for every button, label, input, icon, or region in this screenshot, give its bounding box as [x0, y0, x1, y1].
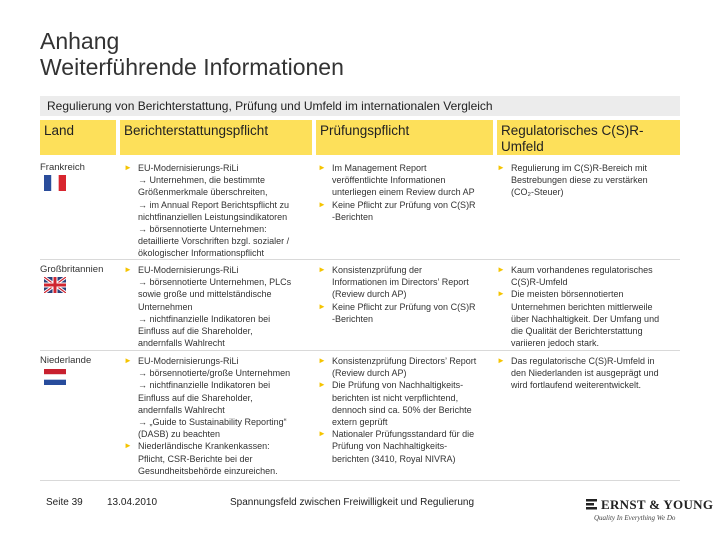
- bullet-arrow-icon: ►: [497, 265, 505, 274]
- bullet-text: Größenmerkmale überschreiten,: [138, 187, 268, 198]
- bullet-text: Einfluss auf die Shareholder,: [138, 326, 253, 337]
- header-berichterstattung: [120, 120, 312, 155]
- bullet-text: detaillierte Vorschriften bzgl. sozialer /: [138, 236, 290, 247]
- bullet-text: → im Annual Report Berichtspflicht zu: [138, 199, 290, 210]
- bullet-item: [497, 355, 679, 367]
- bullet-text: den Niederlanden ist ausgeprägt und: [511, 368, 659, 379]
- bullet-text: unterliegen einem Review durch AP: [332, 187, 475, 198]
- bullet-continuation: [497, 276, 679, 288]
- cell-reporting: [124, 162, 314, 260]
- bullet-arrow-icon: ►: [318, 301, 326, 311]
- bullet-text: → nichtfinanzielle Indikatoren bei: [138, 313, 271, 324]
- bullet-item: [318, 301, 494, 313]
- section-heading-bar: [40, 96, 680, 116]
- row-country: Großbritannien: [40, 264, 104, 275]
- bullet-arrow-icon: ►: [318, 356, 326, 365]
- bullet-continuation: [497, 325, 679, 337]
- bullet-continuation: [124, 453, 314, 465]
- bullet-item: [318, 379, 494, 391]
- bullet-text: Kaum vorhandenes regulatorisches: [511, 265, 653, 275]
- bullet-continuation: [124, 379, 314, 391]
- bullet-continuation: [497, 337, 679, 349]
- uk-flag-icon: [44, 277, 66, 293]
- bullet-arrow-icon: ►: [318, 199, 326, 209]
- bullet-text: Konsistenzprüfung Directors’ Report: [332, 356, 477, 366]
- bullet-continuation: [318, 288, 494, 300]
- bullet-continuation: [497, 174, 679, 186]
- bullet-item: [124, 162, 314, 174]
- bullet-continuation: [318, 276, 494, 288]
- bullet-text: nichtfinanziellen Leistungsindikatoren: [138, 211, 288, 222]
- bullet-text: die Qualität der Berichterstattung: [511, 326, 643, 337]
- cell-audit: [318, 264, 494, 325]
- bullet-continuation: [124, 223, 314, 235]
- bullet-continuation: [124, 301, 314, 313]
- bullet-continuation: [497, 379, 679, 391]
- bullet-text: veröffentlichte Informationen: [332, 175, 446, 186]
- bullet-text: über Nachhaltigkeit. Der Umfang und: [511, 313, 660, 324]
- bullet-text: Konsistenzprüfung der: [332, 265, 423, 275]
- bullet-continuation: [124, 392, 314, 404]
- bullet-continuation: [124, 199, 314, 211]
- bullet-item: [124, 440, 314, 452]
- bullet-text: Bestrebungen diese zu verstärken: [511, 175, 648, 186]
- header-land-label: Land: [44, 123, 75, 138]
- bullet-text: Die Prüfung von Nachhaltigkeits-: [332, 380, 464, 391]
- bullet-text: Prüfung von Nachhaltigkeits-: [332, 441, 448, 452]
- bullet-text: variieren jedoch stark.: [511, 338, 600, 349]
- header-umfeld-label: Regulatorisches C(S)R-Umfeld: [501, 123, 644, 154]
- bullet-text: (DASB) zu beachten: [138, 429, 221, 440]
- bullet-continuation: [124, 211, 314, 223]
- bullet-text: C(S)R-Umfeld: [511, 277, 568, 288]
- bullet-text: EU-Modernisierungs-RiLi: [138, 265, 239, 275]
- bullet-text: (Review durch AP): [332, 289, 407, 300]
- netherlands-flag-icon: [44, 369, 66, 385]
- bullet-arrow-icon: ►: [497, 356, 505, 365]
- bullet-continuation: [318, 416, 494, 428]
- bullet-text: → börsennotierte Unternehmen, PLCs: [138, 277, 292, 288]
- row-divider: [40, 480, 680, 481]
- bullet-text: EU-Modernisierungs-RiLi: [138, 163, 239, 173]
- bullet-item: [318, 162, 494, 174]
- bullet-item: [124, 264, 314, 276]
- row-country: Niederlande: [40, 355, 92, 366]
- ey-logo-tagline: Quality In Everything We Do: [594, 514, 676, 522]
- bullet-item: [318, 199, 494, 211]
- bullet-item: [497, 288, 679, 300]
- bullet-text: extern geprüft: [332, 417, 388, 428]
- bullet-item: [318, 264, 494, 276]
- bullet-text: → börsennotierte/große Unternehmen: [138, 368, 291, 379]
- bullet-text: wird fortlaufend weiterentwickelt.: [511, 380, 642, 391]
- row-country: Frankreich: [40, 162, 85, 173]
- bullet-continuation: [497, 367, 679, 379]
- bullet-text: Pflicht, CSR-Berichte bei der: [138, 453, 253, 464]
- row-divider: [40, 259, 680, 260]
- bullet-arrow-icon: ►: [497, 289, 505, 299]
- france-flag-icon: [44, 175, 66, 191]
- bullet-continuation: [124, 276, 314, 288]
- cell-reporting: [124, 264, 314, 349]
- bullet-continuation: [124, 313, 314, 325]
- bullet-continuation: [497, 186, 679, 198]
- bullet-continuation: [318, 186, 494, 198]
- bullet-text: Nationaler Prüfungsstandard für die: [332, 429, 475, 440]
- bullet-continuation: [124, 174, 314, 186]
- bullet-continuation: [318, 440, 494, 452]
- bullet-item: [318, 355, 494, 367]
- header-umfeld: [497, 120, 680, 155]
- slide-subtitle: Weiterführende Informationen: [40, 54, 344, 80]
- bullet-continuation: [124, 288, 314, 300]
- bullet-item: [497, 162, 679, 174]
- bullet-continuation: [124, 235, 314, 247]
- bullet-continuation: [124, 247, 314, 259]
- bullet-text: (Review durch AP): [332, 368, 407, 379]
- bullet-continuation: [318, 392, 494, 404]
- header-berichterstattung-label: Berichterstattungspflicht: [124, 123, 269, 138]
- bullet-text: Keine Pflicht zur Prüfung von C(S)R: [332, 301, 476, 312]
- section-heading: Regulierung von Berichterstattung, Prüfung und Umfeld im internationalen Vergleich: [47, 99, 493, 113]
- bullet-continuation: [124, 428, 314, 440]
- bullet-continuation: [124, 337, 314, 349]
- cell-environment: [497, 162, 679, 199]
- ey-logo-text: ERNST & YOUNG: [601, 497, 714, 512]
- bullet-text: Im Management Report: [332, 163, 427, 173]
- bullet-text: Die meisten börsennotierten: [511, 289, 624, 300]
- bullet-continuation: [497, 301, 679, 313]
- header-land: [40, 120, 116, 155]
- bullet-continuation: [124, 367, 314, 379]
- bullet-text: dennoch sind ca. 50% der Berichte: [332, 404, 472, 415]
- bullet-continuation: [124, 186, 314, 198]
- bullet-arrow-icon: ►: [124, 441, 132, 451]
- bullet-continuation: [124, 404, 314, 416]
- header-pruefung: [316, 120, 493, 155]
- bullet-continuation: [318, 453, 494, 465]
- bullet-text: berichten ist nicht verpflichtend,: [332, 392, 459, 403]
- bullet-arrow-icon: ►: [318, 163, 326, 172]
- bullet-text: → „Guide to Sustainability Reporting“: [138, 417, 287, 428]
- header-pruefung-label: Prüfungspflicht: [320, 123, 410, 138]
- bullet-text: Niederländische Krankenkassen:: [138, 441, 270, 452]
- bullet-text: Unternehmen berichten mittlerweile: [511, 301, 653, 312]
- cell-audit: [318, 355, 494, 465]
- bullet-text: (CO₂-Steuer): [511, 187, 564, 198]
- row-divider: [40, 350, 680, 351]
- cell-audit: [318, 162, 494, 223]
- bullet-text: → nichtfinanzielle Indikatoren bei: [138, 380, 271, 391]
- bullet-continuation: [318, 367, 494, 379]
- bullet-continuation: [318, 174, 494, 186]
- footer-date: 13.04.2010: [107, 497, 158, 508]
- bullet-text: ökologischer Informationspflicht: [138, 248, 265, 259]
- footer-page-number: Seite 39: [46, 497, 83, 508]
- bullet-text: -Berichten: [332, 313, 374, 324]
- slide-title: Anhang: [40, 28, 120, 54]
- bullet-text: Unternehmen: [138, 301, 193, 312]
- footer-topic: Spannungsfeld zwischen Freiwilligkeit und Regulierung: [230, 497, 475, 508]
- bullet-text: andernfalls Wahlrecht: [138, 404, 225, 415]
- bullet-arrow-icon: ►: [124, 163, 132, 172]
- bullet-item: [318, 428, 494, 440]
- bullet-continuation: [124, 465, 314, 477]
- bullet-continuation: [124, 416, 314, 428]
- cell-reporting: [124, 355, 314, 477]
- bullet-continuation: [124, 325, 314, 337]
- bullet-text: berichten (3410, Royal NIVRA): [332, 453, 456, 464]
- bullet-text: Einfluss auf die Shareholder,: [138, 392, 253, 403]
- cell-environment: [497, 264, 679, 349]
- bullet-text: → börsennotierte Unternehmen:: [138, 224, 267, 235]
- bullet-text: Informationen im Directors’ Report: [332, 277, 469, 288]
- bullet-arrow-icon: ►: [124, 265, 132, 274]
- bullet-text: Gesundheitsbehörde einzureichen.: [138, 465, 278, 476]
- cell-environment: [497, 355, 679, 392]
- bullet-text: Das regulatorische C(S)R-Umfeld in: [511, 356, 655, 366]
- bullet-arrow-icon: ►: [318, 265, 326, 274]
- bullet-arrow-icon: ►: [497, 163, 505, 172]
- bullet-text: -Berichten: [332, 211, 374, 222]
- bullet-continuation: [318, 211, 494, 223]
- bullet-text: EU-Modernisierungs-RiLi: [138, 356, 239, 366]
- bullet-continuation: [318, 404, 494, 416]
- bullet-item: [124, 355, 314, 367]
- bullet-arrow-icon: ►: [318, 429, 326, 439]
- bullet-text: Keine Pflicht zur Prüfung von C(S)R: [332, 199, 476, 210]
- bullet-continuation: [497, 313, 679, 325]
- bullet-arrow-icon: ►: [318, 380, 326, 390]
- bullet-text: → Unternehmen, die bestimmte: [138, 175, 266, 186]
- bullet-arrow-icon: ►: [124, 356, 132, 365]
- bullet-text: andernfalls Wahlrecht: [138, 338, 225, 349]
- bullet-text: Regulierung im C(S)R-Bereich mit: [511, 163, 648, 173]
- bullet-item: [497, 264, 679, 276]
- bullet-continuation: [318, 313, 494, 325]
- bullet-text: sowie große und mittelständische: [138, 289, 272, 300]
